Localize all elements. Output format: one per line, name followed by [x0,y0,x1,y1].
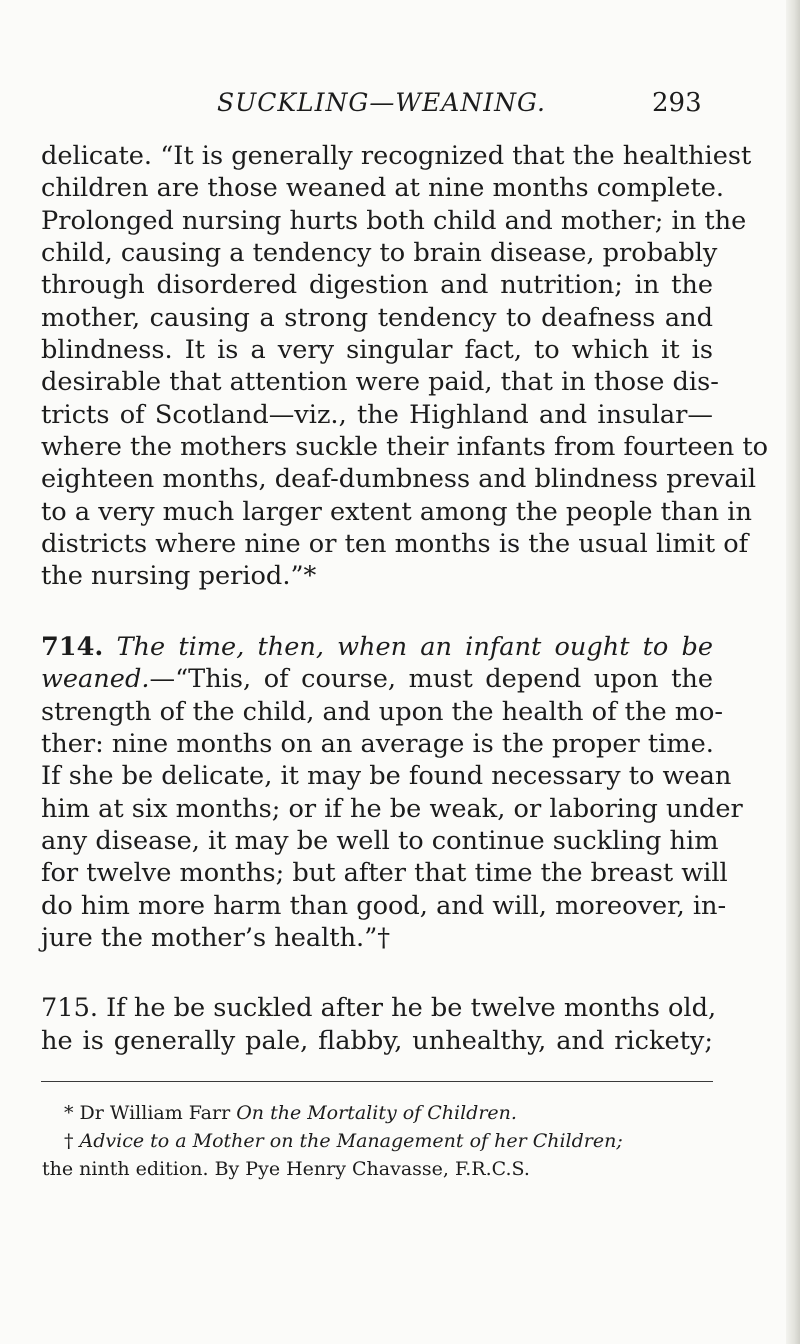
running-head: SUCKLING—WEANING. [217,88,546,117]
text-line: him at six months; or if he be weak, or laboring under [41,793,743,824]
text-line: through disordered digestion and nutrition; in the [41,270,713,301]
section-heading-line [41,631,713,663]
text-line: child, causing a tendency to brain disease, probably [41,238,718,269]
text-line: delicate. “It is generally recognized that the healthiest [41,141,752,171]
text-line: any disease, it may be well to continue suckling him [41,825,719,856]
text-line: for twelve months; but after that time the breast will [41,858,728,889]
text-line: jure the mother’s health.”† [41,922,391,953]
footnotes [42,1099,784,1183]
text-line: If she be delicate, it may be found necessary to wean [41,761,732,792]
page-edge [786,0,800,1344]
footnote-title: On the Mortality of Children. [236,1102,517,1124]
text-line: the nursing period.”* [41,561,317,592]
text-line: ther: nine months on an average is the proper time. [41,728,714,759]
text-line [41,992,717,1024]
footnote-rule [41,1081,713,1082]
text-line: Prolonged nursing hurts both child and mother; in the [41,205,747,236]
text-line: mother, causing a strong tendency to deafness and [41,302,713,333]
text-line: eighteen months, deaf-dumbness and blindness prevail [41,464,757,495]
text-line: children are those weaned at nine months complete. [41,173,725,204]
text-line [41,663,713,695]
page-header [0,88,800,128]
text-line: desirable that attention were paid, that in those dis- [41,367,719,398]
footnote-title: Advice to a Mother on the Management of her Children; [79,1130,623,1152]
page-number: 293 [652,88,702,118]
text-span: —“This, of course, must depend upon the [149,664,713,695]
text-line: where the mothers suckle their infants from fourteen to [41,432,769,463]
footnote-1 [64,1099,784,1127]
footnote-2 [64,1127,784,1155]
paragraph-715 [41,992,717,1057]
paragraph-continuation [41,140,769,593]
paragraph-number: 714. [41,631,104,662]
section-heading: The time, then, when an infant ought to be [116,631,713,662]
text-span: If he be suckled after he be twelve months old, [106,993,717,1024]
footnote-mark: † [64,1130,74,1152]
paragraph-714 [41,631,743,954]
footnote-text: * Dr William Farr [64,1102,231,1124]
section-heading-end: weaned. [41,664,150,695]
text-line: he is generally pale, flabby, unhealthy, and rickety; [41,1025,713,1056]
text-line: tricts of Scotland—viz., the Highland and insular— [41,399,713,430]
text-line: blindness. It is a very singular fact, to which it is [41,335,713,366]
text-line: districts where nine or ten months is the usual limit of [41,529,749,560]
paragraph-number: 715. [41,993,98,1024]
text-line: to a very much larger extent among the people than in [41,496,752,527]
footnote-2-continuation: the ninth edition. By Pye Henry Chavasse, F.R.C.S. [42,1158,530,1180]
text-line: strength of the child, and upon the health of the mo- [41,696,724,727]
body-text [41,140,769,1057]
text-line: do him more harm than good, and will, moreover, in- [41,890,727,921]
